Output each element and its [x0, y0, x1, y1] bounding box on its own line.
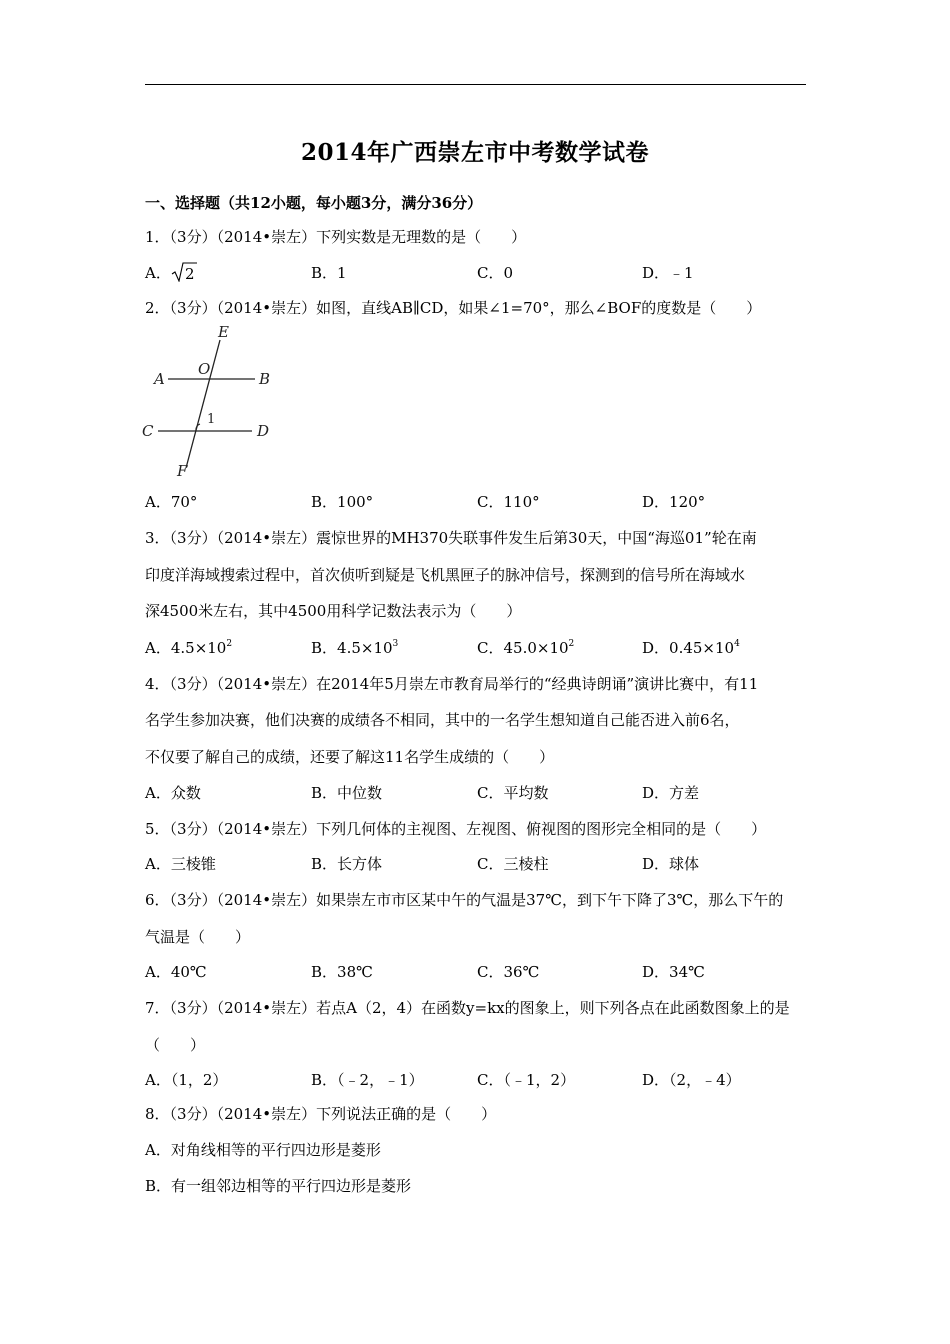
question-6-option-a: A．40℃ — [145, 963, 207, 981]
question-8-option-a: A．对角线相等的平行四边形是菱形 — [145, 1141, 381, 1159]
question-4-line-1: 4．（3分）（2014•崇左）在2014年5月崇左市教育局举行的“经典诗朗诵”演讲比赛中，有11 — [145, 675, 759, 693]
question-3-line-1: 3．（3分）（2014•崇左）震惊世界的MH370失联事件发生后第30天，中国“海巡01”轮在南 — [145, 529, 757, 547]
parallel-lines-figure — [140, 322, 280, 486]
section-heading: 一、选择题（共12小题，每小题3分，满分36分） — [145, 194, 483, 212]
question-3-line-2: 印度洋海域搜索过程中，首次侦听到疑是飞机黑匣子的脉冲信号，探测到的信号所在海域水 — [145, 566, 746, 584]
question-1-option-c: C．0 — [477, 264, 514, 282]
page-title: 2014年广西崇左市中考数学试卷 — [300, 139, 649, 166]
question-4-options — [145, 782, 810, 806]
label-f: F — [177, 462, 188, 480]
question-4-option-a: A．众数 — [145, 784, 201, 802]
question-7-options — [145, 1069, 810, 1093]
question-3-option-d: D．$0.45\times 10^4$ — [642, 639, 740, 657]
question-7-option-a: A．（1，2） — [145, 1071, 228, 1089]
question-7-option-d: D．（2，﹣4） — [642, 1071, 741, 1089]
question-1-option-d: D．﹣1 — [642, 264, 694, 282]
question-6-line-2: 气温是（ ） — [145, 928, 251, 946]
question-6-options — [145, 961, 810, 985]
question-3-option-a: A．$4.5\times 10^2$ — [145, 639, 233, 657]
question-2-option-c: C．110° — [477, 493, 540, 511]
question-3-options — [145, 637, 810, 661]
question-4-option-b: B．中位数 — [311, 784, 383, 802]
question-8-stem: 8．（3分）（2014•崇左）下列说法正确的是（ ） — [145, 1105, 497, 1123]
question-3-line-3: 深4500米左右，其中4500用科学记数法表示为（ ） — [145, 602, 522, 620]
question-1-options — [145, 262, 810, 286]
sqrt-symbol — [171, 262, 197, 286]
label-angle-1: 1 — [207, 412, 216, 427]
question-4-option-d: D．方差 — [642, 784, 700, 802]
question-5-option-a: A．三棱锥 — [145, 855, 216, 873]
label-o: O — [198, 360, 211, 378]
question-8-option-b: B．有一组邻边相等的平行四边形是菱形 — [145, 1177, 412, 1195]
question-5-options — [145, 853, 810, 877]
question-2-options — [145, 491, 810, 515]
question-6-line-1: 6．（3分）（2014•崇左）如果崇左市市区某中午的气温是37℃，到下午下降了3℃，那么下午的 — [145, 891, 784, 909]
label-e: E — [218, 323, 229, 341]
question-5-option-d: D．球体 — [642, 855, 700, 873]
label-a: A — [154, 370, 165, 388]
question-2-option-d: D．120° — [642, 493, 706, 511]
question-4-option-c: C．平均数 — [477, 784, 549, 802]
question-6-option-d: D．34℃ — [642, 963, 705, 981]
label-b: B — [259, 370, 271, 388]
question-7-option-c: C．（﹣1，2） — [477, 1071, 576, 1089]
question-2-option-b: B．100° — [311, 493, 374, 511]
label-d: D — [257, 422, 270, 440]
question-1-option-a: A． 2 — [145, 262, 197, 286]
question-2-option-a: A．70° — [145, 493, 198, 511]
question-1-stem: 1．（3分）（2014•崇左）下列实数是无理数的是（ ） — [145, 228, 527, 246]
question-1-option-b: B．1 — [311, 264, 347, 282]
question-7-line-1: 7．（3分）（2014•崇左）若点A（2，4）在函数y=kx的图象上，则下列各点在此函数图象上的是 — [145, 999, 790, 1017]
question-4-line-3: 不仅要了解自己的成绩，还要了解这11名学生成绩的（ ） — [145, 748, 555, 766]
question-3-option-c: C．$45.0\times 10^2$ — [477, 639, 575, 657]
question-5-option-b: B．长方体 — [311, 855, 383, 873]
question-7-line-2: （ ） — [145, 1036, 206, 1054]
question-5-option-c: C．三棱柱 — [477, 855, 549, 873]
question-7-option-b: B．（﹣2，﹣1） — [311, 1071, 424, 1089]
question-3-option-b: B．$4.5\times 10^3$ — [311, 639, 399, 657]
label-c: C — [142, 422, 154, 440]
question-6-option-b: B．38℃ — [311, 963, 373, 981]
question-4-line-2: 名学生参加决赛，他们决赛的成绩各不相同，其中的一名学生想知道自己能否进入前6名， — [145, 711, 740, 729]
sqrt-radicand: 2 — [184, 265, 195, 282]
header-rule — [145, 84, 806, 85]
question-6-option-c: C．36℃ — [477, 963, 540, 981]
question-2-stem: 2．（3分）（2014•崇左）如图，直线AB∥CD，如果∠1=70°，那么∠BOF的度数是（ ） — [145, 299, 762, 317]
question-5-stem: 5．（3分）（2014•崇左）下列几何体的主视图、左视图、俯视图的图形完全相同的是（ ） — [145, 820, 767, 838]
